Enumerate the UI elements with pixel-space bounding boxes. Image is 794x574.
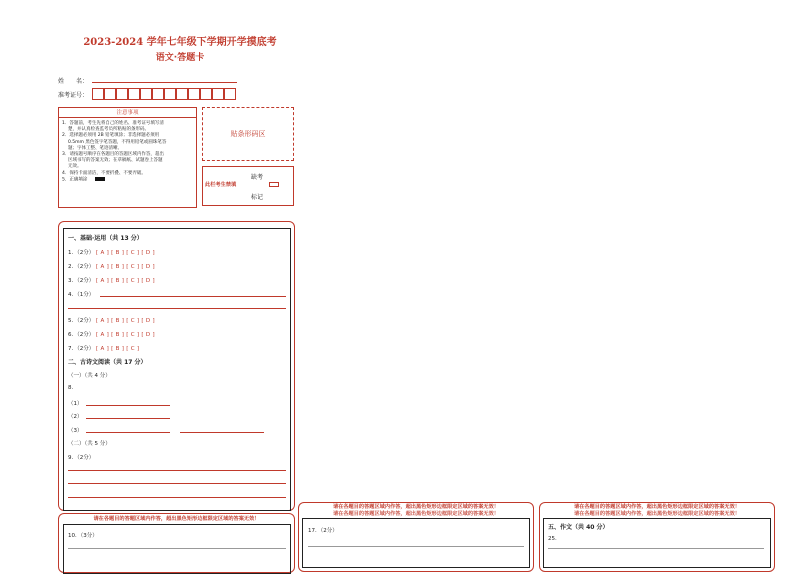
exam-title: 2023-2024 学年七年级下学期开学摸底考 (83, 37, 277, 48)
filled-mark-icon (95, 177, 105, 181)
note-line: 2．选择题必须用 2B 铅笔填涂；非选择题必须用 (62, 133, 160, 139)
part2-sub2: （二）（共 5 分） (68, 441, 111, 447)
absent-checkbox[interactable] (269, 182, 279, 187)
question-2 (68, 262, 155, 270)
id-box[interactable] (164, 88, 176, 100)
answer-area-warning: 请在各题目的答题区域内作答，超出黑色矩形边框限定区域的答案无效！ (573, 504, 740, 510)
question-1-label: 1．（2分） (68, 250, 95, 256)
id-label: 准考证号： (58, 92, 89, 99)
note-line: 无效。 (68, 164, 82, 170)
id-box[interactable] (176, 88, 188, 100)
id-box[interactable] (224, 88, 236, 100)
id-box[interactable] (92, 88, 104, 100)
question-7 (68, 344, 139, 352)
question-7-label: 7．（2分） (68, 346, 95, 352)
question-5-label: 5．（2分） (68, 318, 95, 324)
name-label: 姓 名： (58, 78, 89, 85)
question-8: 8. (68, 385, 74, 391)
answer-line[interactable] (68, 308, 286, 309)
absent-mark-box (202, 166, 294, 206)
answer-line[interactable] (68, 470, 286, 471)
answer-line[interactable] (68, 497, 286, 498)
answer-area-warning: 请在各题目的答题区域内作答，超出黑色矩形边框限定区域的答案无效！ (93, 516, 260, 522)
name-field[interactable] (92, 82, 237, 83)
question-1 (68, 248, 155, 256)
id-box[interactable] (152, 88, 164, 100)
answer-area-warning: 请在各题目的答题区域内作答，超出黑色矩形边框限定区域的答案无效！ (573, 511, 740, 517)
note-line: 区域书写的答案无效；在草稿纸、试题卷上答题 (68, 158, 163, 164)
answer-line[interactable] (86, 432, 170, 433)
question-17: 17．（2分） (308, 528, 338, 534)
id-box[interactable] (128, 88, 140, 100)
note-line: 楚，并认真检查监考员所粘贴的条形码。 (68, 127, 149, 133)
id-box[interactable] (116, 88, 128, 100)
question-6-label: 6．（2分） (68, 332, 95, 338)
item-3: （3） (68, 428, 83, 434)
answer-area-warning: 请在各题目的答题区域内作答，超出黑色矩形边框限定区域的答案无效！ (332, 504, 499, 510)
notes-box (58, 107, 197, 208)
note-line: 0.5mm 黑色签字笔答题，不得用铅笔或圆珠笔答 (68, 139, 167, 145)
choice-options[interactable]: [ A ] [ B ] [ C ] [ D ] (96, 250, 155, 256)
id-box[interactable] (104, 88, 116, 100)
absent-label-2: 标记 (251, 194, 264, 201)
note-line-text: 5．正确填涂 (62, 177, 88, 183)
note-line: 3．请按题号顺序在各题目的答题区域内作答，超出 (62, 152, 164, 158)
answer-line[interactable] (68, 548, 286, 549)
question-25: 25. (548, 536, 557, 542)
question-2-label: 2．（2分） (68, 264, 95, 270)
part2-heading: 二、古诗文阅读（共 17 分） (68, 359, 147, 366)
answer-area-1 (63, 228, 291, 511)
choice-options[interactable]: [ A ] [ B ] [ C ] [ D ] (96, 264, 155, 270)
answer-line[interactable] (180, 432, 264, 433)
answer-line[interactable] (308, 546, 524, 547)
question-4: 4．（1分） (68, 292, 95, 298)
question-3-label: 3．（2分） (68, 278, 95, 284)
essay-heading: 五、作文（共 40 分） (548, 524, 609, 531)
note-line: 题；字体工整、笔迹清晰。 (68, 145, 122, 151)
barcode-label: 贴条形码区 (230, 130, 266, 138)
choice-options[interactable]: [ A ] [ B ] [ C ] [ D ] (96, 332, 155, 338)
answer-area-warning: 请在各题目的答题区域内作答，超出黑色矩形边框限定区域的答案无效！ (332, 511, 499, 517)
question-10: 10．（3分） (68, 533, 98, 539)
choice-options[interactable]: [ A ] [ B ] [ C ] (96, 346, 140, 352)
id-box[interactable] (212, 88, 224, 100)
choice-options[interactable]: [ A ] [ B ] [ C ] [ D ] (96, 278, 155, 284)
barcode-area (202, 107, 294, 161)
question-3 (68, 276, 155, 284)
question-9: 9．（2分） (68, 455, 95, 461)
answer-line[interactable] (548, 548, 764, 549)
item-1: （1） (68, 401, 83, 407)
answer-line[interactable] (86, 405, 170, 406)
note-line: 4．保持卡面清洁，不要折叠、不要弄破。 (62, 170, 146, 176)
absent-label-1: 缺考 (251, 174, 264, 181)
answer-line[interactable] (68, 483, 286, 484)
choice-options[interactable]: [ A ] [ B ] [ C ] [ D ] (96, 318, 155, 324)
question-5 (68, 316, 155, 324)
absent-note: 此栏考生禁填 (205, 182, 237, 188)
notes-heading: 注意事项 (59, 108, 196, 118)
id-box[interactable] (188, 88, 200, 100)
note-line (59, 177, 196, 184)
answer-line[interactable] (86, 418, 170, 419)
id-box[interactable] (200, 88, 212, 100)
id-box[interactable] (140, 88, 152, 100)
part1-heading: 一、基础·运用（共 13 分） (68, 235, 143, 242)
question-6 (68, 330, 155, 338)
answer-line[interactable] (100, 296, 286, 297)
exam-subtitle: 语文·答题卡 (155, 53, 205, 63)
note-line: 1．答题前，考生先将自己的姓名、准考证号填写清 (62, 121, 164, 126)
item-2: （2） (68, 414, 83, 420)
part2-sub1: （一）（共 4 分） (68, 373, 111, 379)
